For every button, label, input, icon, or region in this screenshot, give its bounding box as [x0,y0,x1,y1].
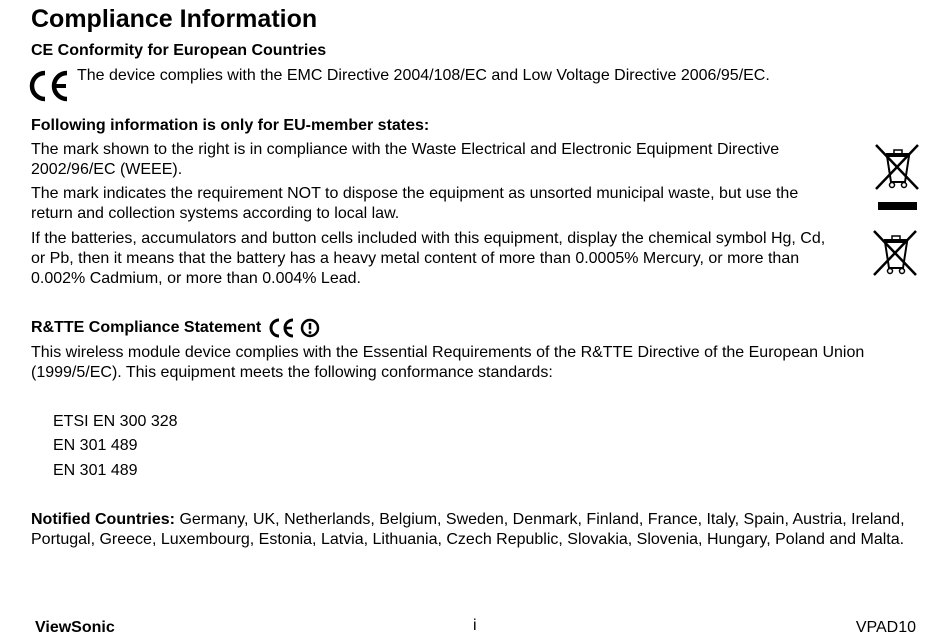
ce-alert-mark-icon [269,318,321,338]
standard-item: EN 301 489 [53,462,138,479]
notified-countries-label: Notified Countries: [31,511,175,528]
notified-countries-list: Germany, UK, Netherlands, Belgium, Sweden, Denmark, Finland, France, Italy, Spain, Austria, Ireland, Portugal, Greece, Luxembourg, Estonia, Latvia, Lithuania, Czech Republic, Slovakia, Slovenia, Hungary, Poland and Malta. [31,511,905,548]
eu-paragraph-disposal: The mark indicates the requirement NOT to dispose the equipment as unsorted municipal waste, but use the return and collection systems according to local law. [31,185,799,222]
footer-model: VPAD10 [855,619,916,636]
rtte-heading: R&TTE Compliance Statement [31,319,262,337]
rtte-text: This wireless module device complies with the Essential Requirements of the R&TTE Directive of the European Union (1999/5/EC). This equipment meets the following conformance standards: [31,344,865,381]
footer-brand: ViewSonic [35,619,115,636]
page-title: Compliance Information [31,5,318,33]
standard-item: ETSI EN 300 328 [53,413,178,430]
ce-mark-icon [29,70,73,102]
weee-crossed-bin-icon [872,142,922,192]
eu-heading: Following information is only for EU-member states: [31,117,430,134]
weee-bar-mark [878,202,917,210]
footer-page-number: i [473,617,477,634]
rtte-heading-row [31,318,321,338]
eu-paragraph-weee: The mark shown to the right is in compliance with the Waste Electrical and Electronic Equipment Directive 2002/96/EC (WEEE). [31,141,780,178]
weee-crossed-bin-icon [870,228,920,278]
ce-heading: CE Conformity for European Countries [31,42,327,59]
notified-countries [31,510,926,550]
standard-item: EN 301 489 [53,437,138,454]
eu-paragraph-batteries: If the batteries, accumulators and button cells included with this equipment, display the chemical symbol Hg, Cd, or Pb, then it means that the battery has a heavy metal content of more than 0.0005% Mercury, or more than 0.002% Cadmium, or more than 0.004% Lead. [31,230,826,287]
ce-text: The device complies with the EMC Directive 2004/108/EC and Low Voltage Directive 2006/95/EC. [77,67,770,84]
